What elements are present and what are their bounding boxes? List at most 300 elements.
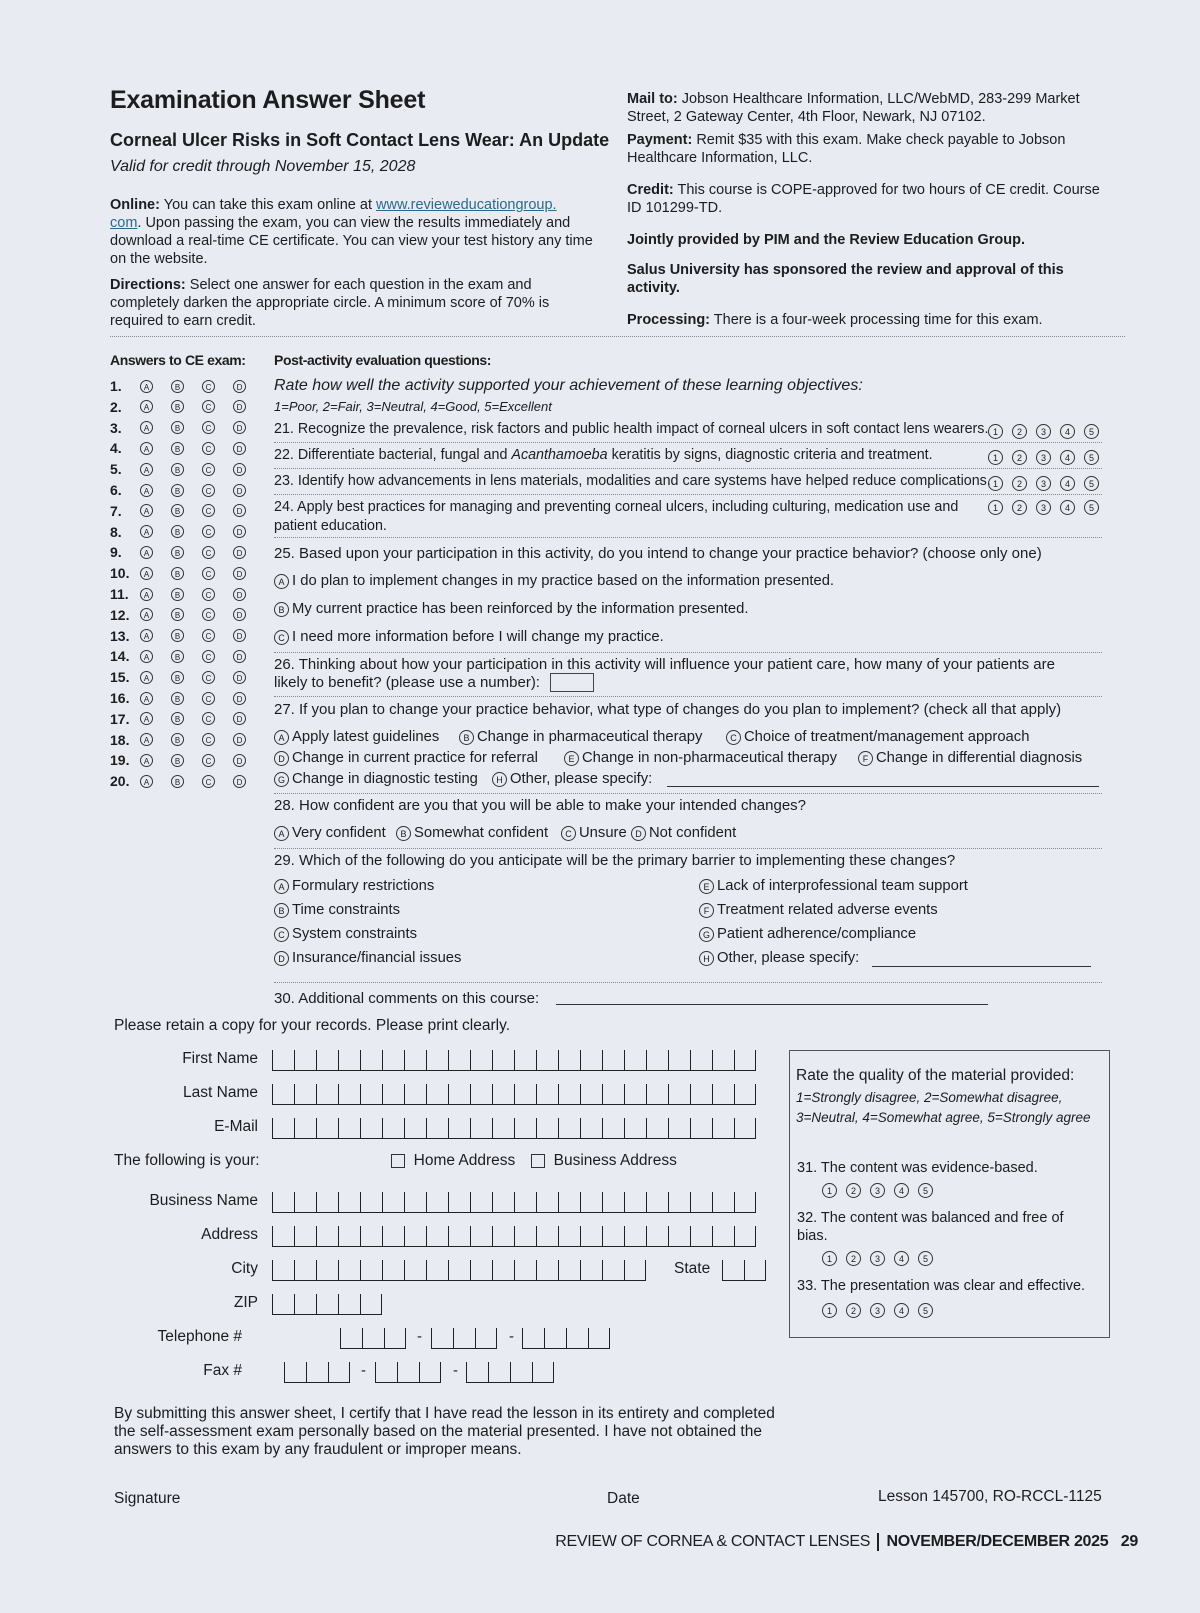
rating-bubble-1[interactable]: 1 [988,500,1003,515]
char-box[interactable] [338,1118,360,1138]
q27-bubble-b[interactable]: B [459,730,474,745]
char-box[interactable] [668,1084,690,1104]
answer-bubble-b[interactable]: B [171,671,184,684]
answer-bubble-a[interactable]: A [140,546,153,559]
rating-bubble-5[interactable]: 5 [918,1183,933,1198]
rating-bubble-4[interactable]: 4 [1060,476,1075,491]
rating-bubble-1[interactable]: 1 [822,1303,837,1318]
answer-bubble-b[interactable]: B [171,442,184,455]
answer-bubble-b[interactable]: B [171,692,184,705]
char-box[interactable] [580,1050,602,1070]
rating-bubble-3[interactable]: 3 [1036,424,1051,439]
char-box[interactable] [294,1226,316,1246]
answer-bubble-a[interactable]: A [140,671,153,684]
answer-bubble-a[interactable]: A [140,650,153,663]
char-box[interactable] [382,1084,404,1104]
q29-option-c[interactable] [274,926,417,942]
rating-bubble-2[interactable]: 2 [846,1183,861,1198]
rating-bubble-2[interactable]: 2 [1012,500,1027,515]
answer-bubble-a[interactable]: A [140,400,153,413]
rating-bubble-5[interactable]: 5 [918,1251,933,1266]
answer-bubble-d[interactable]: D [233,588,246,601]
char-box[interactable] [284,1362,306,1382]
rating-bubble-3[interactable]: 3 [1036,450,1051,465]
char-box[interactable] [602,1050,624,1070]
char-box[interactable] [690,1226,712,1246]
answer-bubble-d[interactable]: D [233,421,246,434]
char-box[interactable] [488,1362,510,1382]
q29-option-e[interactable] [699,878,968,894]
char-box[interactable] [431,1328,453,1348]
char-box[interactable] [624,1192,646,1212]
q27-option-d[interactable] [274,750,538,766]
q29-option-f[interactable] [699,902,938,918]
char-box[interactable] [448,1118,470,1138]
char-box[interactable] [294,1192,316,1212]
char-box[interactable] [510,1362,532,1382]
q27-bubble-d[interactable]: D [274,751,289,766]
last-name-boxes[interactable] [272,1084,756,1105]
char-box[interactable] [624,1084,646,1104]
char-box[interactable] [602,1118,624,1138]
answer-bubble-d[interactable]: D [233,754,246,767]
q29-bubble-a[interactable]: A [274,879,289,894]
answer-bubble-c[interactable]: C [202,733,215,746]
char-box[interactable] [536,1118,558,1138]
char-box[interactable] [338,1226,360,1246]
answer-bubble-a[interactable]: A [140,504,153,517]
answer-bubble-a[interactable]: A [140,775,153,788]
answer-bubble-d[interactable]: D [233,650,246,663]
char-box[interactable] [360,1050,382,1070]
answer-bubble-c[interactable]: C [202,442,215,455]
char-box[interactable] [404,1192,426,1212]
char-box[interactable] [566,1328,588,1348]
answer-bubble-d[interactable]: D [233,567,246,580]
answer-bubble-b[interactable]: B [171,525,184,538]
answer-bubble-a[interactable]: A [140,421,153,434]
q27-bubble-e[interactable]: E [564,751,579,766]
q27-option-c[interactable] [726,729,1029,745]
answer-bubble-a[interactable]: A [140,380,153,393]
q29-bubble-f[interactable]: F [699,903,714,918]
char-box[interactable] [272,1260,294,1280]
char-box[interactable] [646,1226,668,1246]
business-name-boxes[interactable] [272,1192,756,1213]
char-box[interactable] [580,1260,602,1280]
char-box[interactable] [448,1226,470,1246]
char-box[interactable] [588,1328,610,1348]
rating-bubble-1[interactable]: 1 [988,450,1003,465]
char-box[interactable] [382,1118,404,1138]
q27-option-f[interactable] [858,750,1082,766]
answer-bubble-a[interactable]: A [140,484,153,497]
rating-bubble-3[interactable]: 3 [870,1303,885,1318]
q28-option-a[interactable] [274,825,386,841]
char-box[interactable] [470,1226,492,1246]
answer-bubble-c[interactable]: C [202,463,215,476]
q29-bubble-d[interactable]: D [274,951,289,966]
city-boxes[interactable] [272,1260,646,1281]
char-box[interactable] [624,1260,646,1280]
char-box[interactable] [668,1192,690,1212]
answer-bubble-b[interactable]: B [171,463,184,476]
answer-bubble-d[interactable]: D [233,442,246,455]
answer-bubble-b[interactable]: B [171,380,184,393]
char-box[interactable] [338,1260,360,1280]
answer-bubble-c[interactable]: C [202,400,215,413]
char-box[interactable] [272,1226,294,1246]
answer-bubble-a[interactable]: A [140,733,153,746]
rating-bubble-5[interactable]: 5 [1084,476,1099,491]
rating-bubble-4[interactable]: 4 [894,1183,909,1198]
q27-option-h[interactable] [492,771,652,787]
char-box[interactable] [558,1192,580,1212]
char-box[interactable] [272,1294,294,1314]
char-box[interactable] [544,1328,566,1348]
answer-bubble-a[interactable]: A [140,442,153,455]
answer-bubble-d[interactable]: D [233,733,246,746]
rating-bubble-5[interactable]: 5 [1084,500,1099,515]
rating-bubble-2[interactable]: 2 [1012,424,1027,439]
answer-bubble-c[interactable]: C [202,546,215,559]
q29-bubble-g[interactable]: G [699,927,714,942]
char-box[interactable] [384,1328,406,1348]
q28-option-c[interactable] [561,825,627,841]
char-box[interactable] [492,1118,514,1138]
char-box[interactable] [532,1362,554,1382]
answer-bubble-c[interactable]: C [202,380,215,393]
answer-bubble-a[interactable]: A [140,567,153,580]
char-box[interactable] [580,1192,602,1212]
char-box[interactable] [492,1050,514,1070]
answer-bubble-d[interactable]: D [233,629,246,642]
business-address-option[interactable]: Business Address [531,1152,677,1170]
address-boxes[interactable] [272,1226,756,1247]
website-link-cont[interactable]: com [110,215,138,231]
answer-bubble-c[interactable]: C [202,671,215,684]
char-box[interactable] [712,1192,734,1212]
char-box[interactable] [558,1260,580,1280]
answer-bubble-b[interactable]: B [171,608,184,621]
answer-bubble-d[interactable]: D [233,525,246,538]
char-box[interactable] [272,1084,294,1104]
q27-bubble-a[interactable]: A [274,730,289,745]
answer-bubble-b[interactable]: B [171,567,184,580]
q27-bubble-c[interactable]: C [726,730,741,745]
q26-number-box[interactable] [550,673,594,692]
char-box[interactable] [602,1084,624,1104]
char-box[interactable] [328,1362,350,1382]
answer-bubble-b[interactable]: B [171,504,184,517]
char-box[interactable] [338,1050,360,1070]
char-box[interactable] [294,1084,316,1104]
rating-bubble-4[interactable]: 4 [1060,450,1075,465]
char-box[interactable] [536,1260,558,1280]
char-box[interactable] [426,1084,448,1104]
answer-bubble-d[interactable]: D [233,692,246,705]
char-box[interactable] [646,1118,668,1138]
char-box[interactable] [558,1226,580,1246]
char-box[interactable] [294,1260,316,1280]
answer-bubble-d[interactable]: D [233,775,246,788]
char-box[interactable] [492,1260,514,1280]
answer-bubble-b[interactable]: B [171,421,184,434]
rating-bubble-1[interactable]: 1 [988,424,1003,439]
char-box[interactable] [360,1294,382,1314]
char-box[interactable] [624,1118,646,1138]
rating-bubble-3[interactable]: 3 [870,1251,885,1266]
char-box[interactable] [475,1328,497,1348]
fax-prefix-boxes[interactable] [375,1362,441,1383]
char-box[interactable] [558,1118,580,1138]
q29-bubble-e[interactable]: E [699,879,714,894]
char-box[interactable] [712,1118,734,1138]
answer-bubble-d[interactable]: D [233,380,246,393]
q27-bubble-f[interactable]: F [858,751,873,766]
answer-bubble-b[interactable]: B [171,775,184,788]
char-box[interactable] [382,1050,404,1070]
answer-bubble-a[interactable]: A [140,629,153,642]
q27-option-e[interactable] [564,750,837,766]
char-box[interactable] [602,1192,624,1212]
char-box[interactable] [404,1050,426,1070]
char-box[interactable] [624,1050,646,1070]
rating-bubble-4[interactable]: 4 [1060,424,1075,439]
char-box[interactable] [360,1192,382,1212]
state-boxes[interactable] [722,1260,766,1281]
char-box[interactable] [426,1226,448,1246]
char-box[interactable] [734,1084,756,1104]
answer-bubble-b[interactable]: B [171,400,184,413]
answer-bubble-b[interactable]: B [171,733,184,746]
rating-bubble-2[interactable]: 2 [846,1303,861,1318]
char-box[interactable] [470,1260,492,1280]
char-box[interactable] [316,1118,338,1138]
answer-bubble-a[interactable]: A [140,608,153,621]
answer-bubble-c[interactable]: C [202,421,215,434]
char-box[interactable] [536,1084,558,1104]
answer-bubble-a[interactable]: A [140,525,153,538]
answer-bubble-a[interactable]: A [140,712,153,725]
char-box[interactable] [492,1192,514,1212]
char-box[interactable] [744,1260,766,1280]
answer-bubble-b[interactable]: B [171,712,184,725]
char-box[interactable] [340,1328,362,1348]
char-box[interactable] [536,1192,558,1212]
char-box[interactable] [712,1084,734,1104]
char-box[interactable] [382,1192,404,1212]
char-box[interactable] [514,1050,536,1070]
char-box[interactable] [522,1328,544,1348]
answer-bubble-d[interactable]: D [233,546,246,559]
zip-boxes[interactable] [272,1294,382,1315]
answer-bubble-a[interactable]: A [140,754,153,767]
rating-bubble-5[interactable]: 5 [918,1303,933,1318]
char-box[interactable] [514,1118,536,1138]
q27-bubble-g[interactable]: G [274,772,289,787]
q29-bubble-c[interactable]: C [274,927,289,942]
char-box[interactable] [690,1192,712,1212]
char-box[interactable] [272,1050,294,1070]
char-box[interactable] [470,1084,492,1104]
q28-bubble-b[interactable]: B [396,826,411,841]
char-box[interactable] [624,1226,646,1246]
answer-bubble-c[interactable]: C [202,608,215,621]
q27-option-b[interactable] [459,729,702,745]
char-box[interactable] [316,1260,338,1280]
telephone-prefix-boxes[interactable] [431,1328,497,1349]
q29-other-line[interactable] [872,966,1091,967]
char-box[interactable] [690,1050,712,1070]
char-box[interactable] [426,1260,448,1280]
fax-area-boxes[interactable] [284,1362,350,1383]
char-box[interactable] [294,1294,316,1314]
char-box[interactable] [316,1084,338,1104]
q29-bubble-b[interactable]: B [274,903,289,918]
char-box[interactable] [492,1084,514,1104]
answer-bubble-b[interactable]: B [171,484,184,497]
q29-bubble-h[interactable]: H [699,951,714,966]
char-box[interactable] [360,1226,382,1246]
rating-bubble-1[interactable]: 1 [988,476,1003,491]
char-box[interactable] [338,1084,360,1104]
char-box[interactable] [536,1226,558,1246]
char-box[interactable] [360,1118,382,1138]
char-box[interactable] [470,1118,492,1138]
char-box[interactable] [294,1050,316,1070]
first-name-boxes[interactable] [272,1050,756,1071]
q25-option-a[interactable] [274,573,834,589]
char-box[interactable] [690,1084,712,1104]
answer-bubble-b[interactable]: B [171,629,184,642]
char-box[interactable] [646,1192,668,1212]
char-box[interactable] [397,1362,419,1382]
char-box[interactable] [514,1226,536,1246]
answer-bubble-c[interactable]: C [202,629,215,642]
q30-comment-line[interactable] [556,1004,988,1005]
char-box[interactable] [712,1050,734,1070]
answer-bubble-b[interactable]: B [171,650,184,663]
char-box[interactable] [646,1084,668,1104]
char-box[interactable] [338,1192,360,1212]
char-box[interactable] [448,1050,470,1070]
q29-option-h[interactable] [699,950,859,966]
char-box[interactable] [514,1084,536,1104]
answer-bubble-d[interactable]: D [233,400,246,413]
char-box[interactable] [602,1260,624,1280]
rating-bubble-3[interactable]: 3 [1036,476,1051,491]
answer-bubble-a[interactable]: A [140,463,153,476]
char-box[interactable] [360,1260,382,1280]
char-box[interactable] [734,1192,756,1212]
q27-option-a[interactable] [274,729,439,745]
answer-bubble-c[interactable]: C [202,754,215,767]
char-box[interactable] [316,1294,338,1314]
char-box[interactable] [466,1362,488,1382]
char-box[interactable] [419,1362,441,1382]
q28-bubble-c[interactable]: C [561,826,576,841]
char-box[interactable] [470,1050,492,1070]
answer-bubble-d[interactable]: D [233,671,246,684]
fax-line-boxes[interactable] [466,1362,554,1383]
rating-bubble-5[interactable]: 5 [1084,424,1099,439]
char-box[interactable] [734,1118,756,1138]
char-box[interactable] [722,1260,744,1280]
answer-bubble-d[interactable]: D [233,463,246,476]
business-address-checkbox[interactable] [531,1154,545,1168]
q27-other-line[interactable] [667,786,1099,787]
answer-bubble-d[interactable]: D [233,484,246,497]
char-box[interactable] [514,1260,536,1280]
home-address-checkbox[interactable] [391,1154,405,1168]
answer-bubble-b[interactable]: B [171,754,184,767]
char-box[interactable] [470,1192,492,1212]
q28-option-b[interactable] [396,825,548,841]
char-box[interactable] [382,1226,404,1246]
answer-bubble-c[interactable]: C [202,588,215,601]
rating-bubble-5[interactable]: 5 [1084,450,1099,465]
answer-bubble-a[interactable]: A [140,588,153,601]
rating-bubble-3[interactable]: 3 [870,1183,885,1198]
char-box[interactable] [558,1084,580,1104]
char-box[interactable] [426,1050,448,1070]
char-box[interactable] [404,1260,426,1280]
q25-option-c[interactable] [274,629,664,645]
char-box[interactable] [668,1226,690,1246]
char-box[interactable] [734,1226,756,1246]
answer-bubble-d[interactable]: D [233,712,246,725]
rating-bubble-2[interactable]: 2 [846,1251,861,1266]
answer-bubble-d[interactable]: D [233,608,246,621]
char-box[interactable] [272,1118,294,1138]
char-box[interactable] [360,1084,382,1104]
char-box[interactable] [580,1118,602,1138]
char-box[interactable] [272,1192,294,1212]
char-box[interactable] [492,1226,514,1246]
char-box[interactable] [580,1226,602,1246]
answer-bubble-d[interactable]: D [233,504,246,517]
answer-bubble-c[interactable]: C [202,692,215,705]
answer-bubble-a[interactable]: A [140,692,153,705]
q25-option-b[interactable] [274,601,748,617]
char-box[interactable] [404,1118,426,1138]
char-box[interactable] [602,1226,624,1246]
telephone-line-boxes[interactable] [522,1328,610,1349]
email-boxes[interactable] [272,1118,756,1139]
char-box[interactable] [316,1192,338,1212]
answer-bubble-c[interactable]: C [202,525,215,538]
rating-bubble-1[interactable]: 1 [822,1183,837,1198]
rating-bubble-1[interactable]: 1 [822,1251,837,1266]
q28-option-d[interactable] [631,825,736,841]
char-box[interactable] [426,1118,448,1138]
char-box[interactable] [668,1050,690,1070]
char-box[interactable] [580,1084,602,1104]
rating-bubble-4[interactable]: 4 [1060,500,1075,515]
answer-bubble-c[interactable]: C [202,775,215,788]
char-box[interactable] [536,1050,558,1070]
char-box[interactable] [448,1084,470,1104]
q28-bubble-d[interactable]: D [631,826,646,841]
q29-option-g[interactable] [699,926,916,942]
answer-bubble-c[interactable]: C [202,650,215,663]
q29-option-a[interactable] [274,878,434,894]
char-box[interactable] [362,1328,384,1348]
char-box[interactable] [426,1192,448,1212]
char-box[interactable] [514,1192,536,1212]
char-box[interactable] [316,1226,338,1246]
